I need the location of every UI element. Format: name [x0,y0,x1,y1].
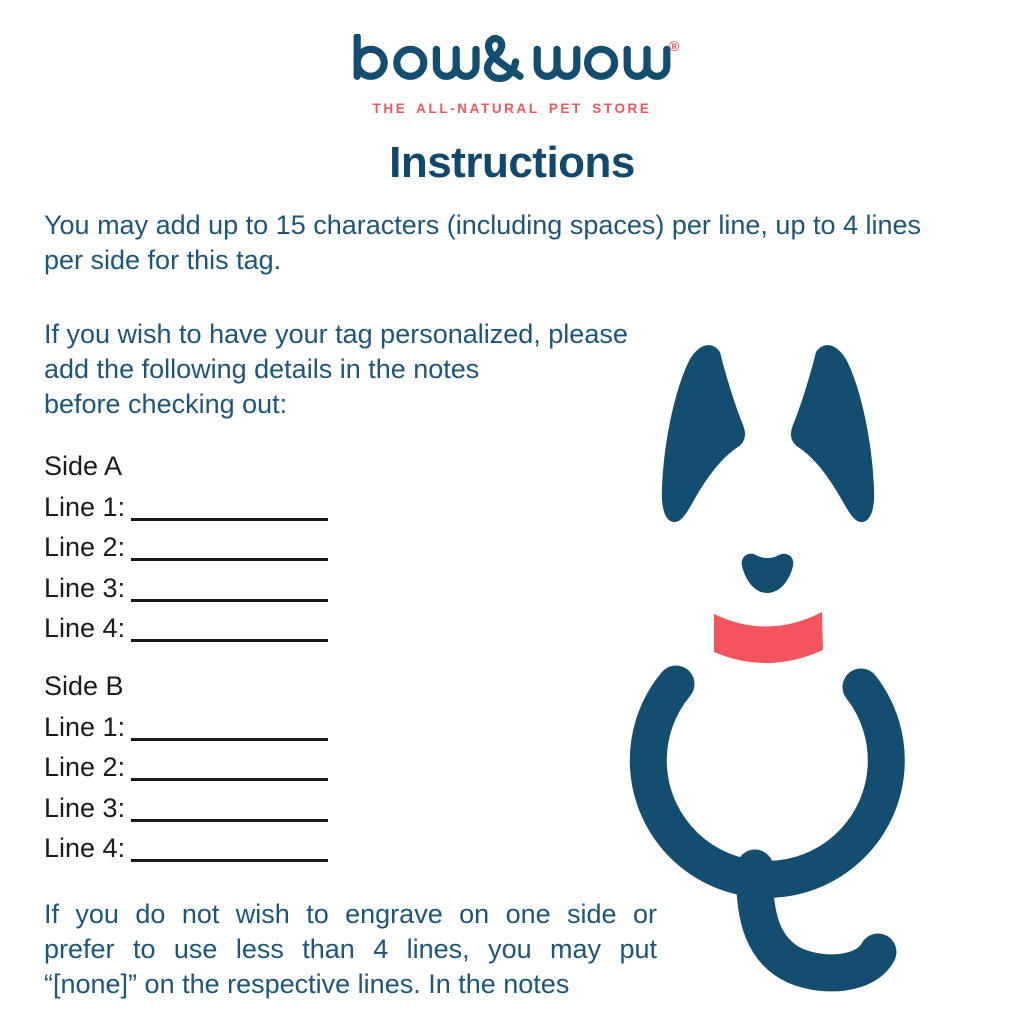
intro-paragraph [44,208,921,278]
engraving-line [44,746,328,787]
fill-in-blank [131,832,328,862]
engraving-line [44,567,328,608]
side-a-lines [44,486,328,648]
fill-in-blank [131,491,328,521]
engraving-line [44,607,328,648]
dog-nose-icon [742,554,794,593]
engraving-line [44,706,328,747]
engraving-line [44,787,328,828]
paragraph-line: prefer to use less than 4 lines, you may put [44,934,657,964]
paragraph-line: “[none]” on the respective lines. In the notes [44,969,570,999]
side-a-title: Side A [44,451,123,481]
footer-note-paragraph [44,897,657,1002]
fill-in-blank [131,612,328,642]
engraving-line [44,486,328,527]
fill-in-blank [131,792,328,822]
side-a-section [44,448,328,648]
dog-right-ear-icon [791,345,874,522]
bowwow-logo [347,34,680,97]
paragraph-line: before checking out: [44,389,288,419]
paragraph-line: If you do not wish to engrave on one side or [44,899,657,929]
brand-tagline: THE ALL-NATURAL PET STORE [372,101,652,116]
line-label: Line 4: [44,613,126,643]
dog-collar-icon [714,612,823,663]
logo-letterforms [357,37,667,79]
side-b-lines [44,706,328,868]
dog-left-ear-icon [662,345,745,522]
dog-illustration [620,330,920,1020]
fill-in-blank [131,572,328,602]
engraving-line [44,827,328,868]
line-label: Line 2: [44,752,126,782]
fill-in-blank [131,711,328,741]
personalize-paragraph [44,317,628,422]
registered-trademark: ® [669,38,680,54]
line-label: Line 3: [44,792,126,823]
paragraph-line: per side for this tag. [44,245,282,275]
footer-justified-lines [44,897,657,967]
line-label: Line 4: [44,833,126,863]
side-b-title: Side B [44,671,124,701]
side-b-section [44,668,328,868]
line-label: Line 1: [44,711,126,742]
line-label: Line 1: [44,491,126,522]
fill-in-blank [131,531,328,561]
page-title: Instructions [389,138,635,187]
dog-body-icon [648,684,886,879]
engraving-line [44,526,328,567]
line-label: Line 2: [44,532,126,562]
line-label: Line 3: [44,572,126,603]
paragraph-line: add the following details in the notes [44,354,480,384]
paragraph-line: If you wish to have your tag personalized, please [44,319,628,349]
paragraph-line: You may add up to 15 characters (including spaces) per line, up to 4 lines [44,210,922,240]
fill-in-blank [131,751,328,781]
